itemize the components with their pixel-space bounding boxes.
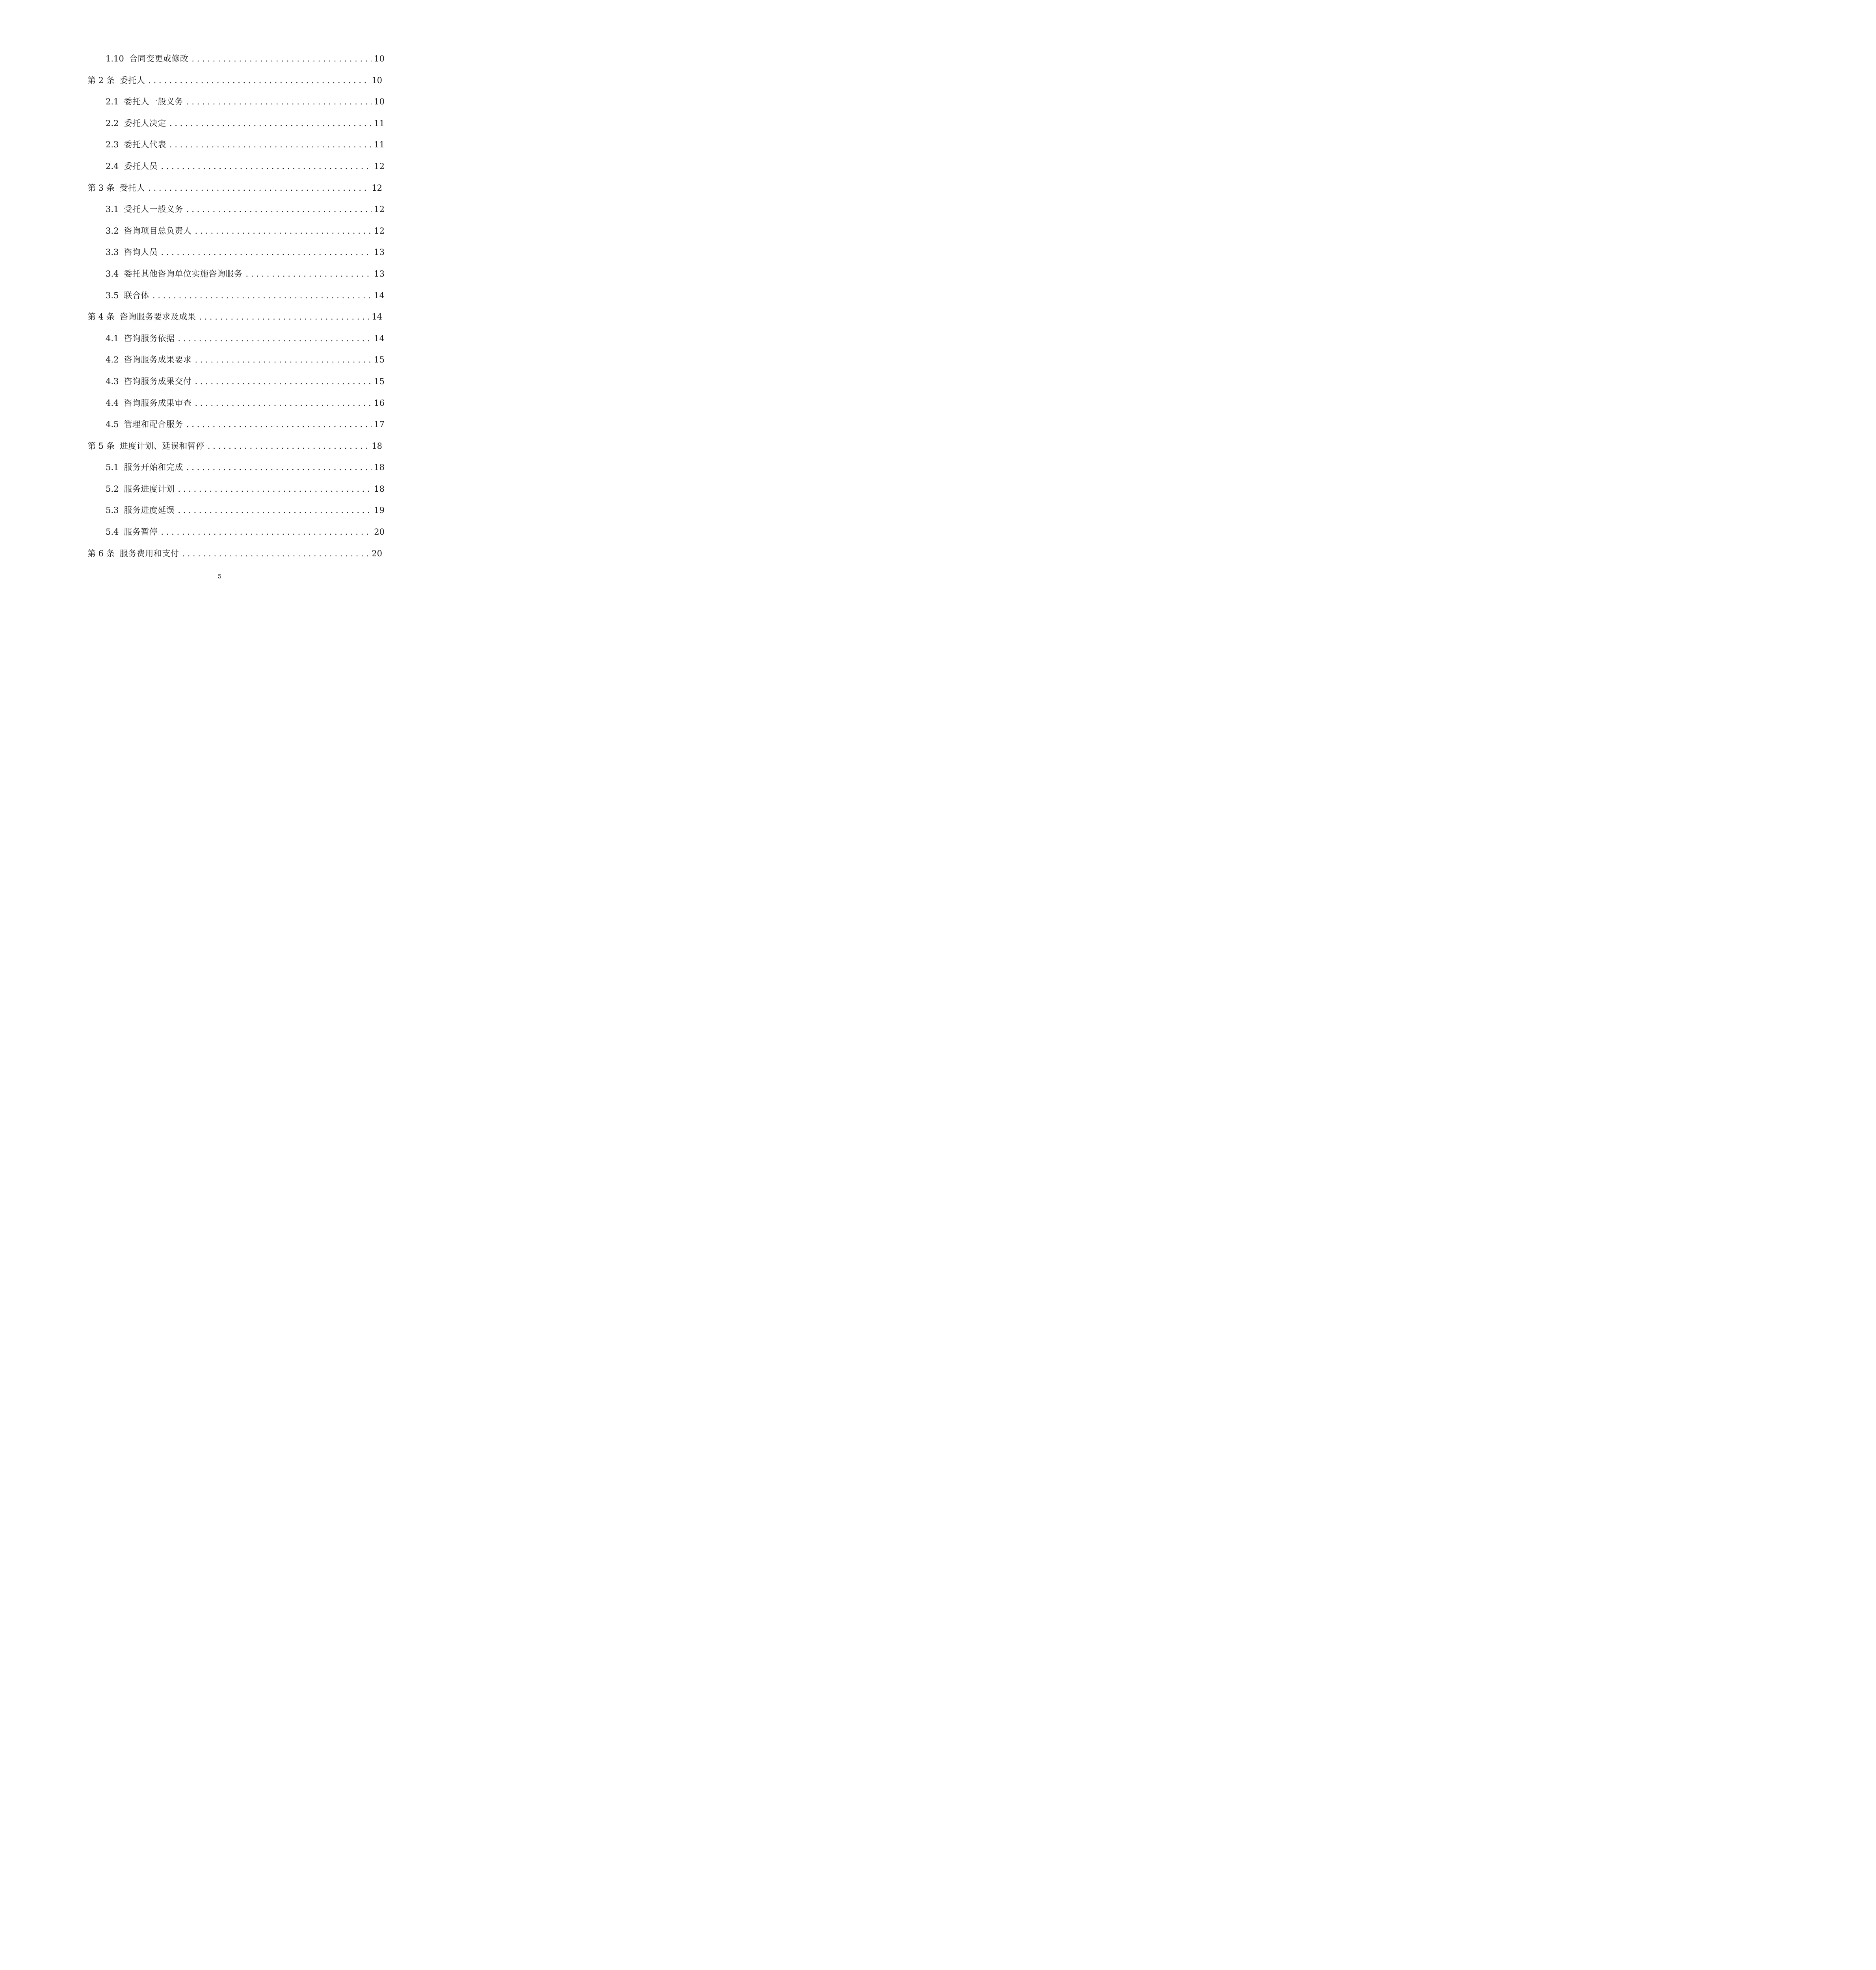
toc-entry-number: 第 4 条 [87,312,115,322]
toc-entry-number: 4.4 [106,398,119,408]
toc-entry-page: 12 [372,183,382,193]
toc-dot-leader [195,351,372,368]
toc-entry-number: 4.1 [106,333,119,343]
toc-entry-number: 3.1 [106,204,119,214]
toc-entry-title: 委托人员 [124,161,158,171]
toc-section-entry[interactable] [87,524,385,545]
toc-entry-title: 受托人 [119,183,145,193]
toc-dot-leader [245,266,372,282]
toc-entry-title: 进度计划、延误和暂停 [119,441,205,451]
toc-dot-leader [186,416,372,433]
toc-entry-title: 管理和配合服务 [124,420,183,429]
toc-section-entry[interactable] [87,373,385,395]
toc-dot-leader [178,502,372,519]
toc-entry-number: 5.3 [106,506,119,515]
toc-section-entry[interactable] [87,330,385,352]
toc-entry-page: 15 [374,376,385,386]
toc-entry-number: 3.5 [106,290,119,300]
toc-entry-title: 咨询服务要求及成果 [119,312,196,322]
toc-dot-leader [186,201,372,217]
toc-entry-title: 委托人代表 [124,140,166,150]
toc-entry-number: 第 5 条 [87,441,115,451]
toc-entry-number: 2.4 [106,161,119,171]
toc-section-entry[interactable] [87,481,385,502]
toc-entry-page: 12 [374,204,385,214]
toc-entry-title: 咨询项目总负责人 [124,226,192,236]
toc-dot-leader [169,136,372,153]
toc-entry-title: 咨询服务成果要求 [124,355,192,365]
toc-dot-leader [186,459,372,476]
toc-entry-page: 10 [374,54,385,63]
toc-section-entry[interactable] [87,201,385,223]
toc-entry-number: 5.2 [106,484,119,494]
toc-entry-number: 第 2 条 [87,75,115,85]
toc-dot-leader [178,330,372,347]
toc-entry-number: 4.2 [106,355,119,365]
toc-section-entry[interactable] [87,50,385,72]
toc-entry-number: 1.10 [106,54,124,63]
toc-entry-page: 16 [374,398,385,408]
toc-chapter-entry[interactable] [87,72,385,94]
toc-chapter-entry[interactable] [87,438,385,459]
toc-entry-page: 14 [372,312,382,322]
toc-entry-page: 13 [374,247,385,257]
toc-entry-number: 4.5 [106,420,119,429]
toc-section-entry[interactable] [87,395,385,416]
toc-section-entry[interactable] [87,136,385,158]
page-number: 5 [218,573,222,580]
toc-entry-title: 服务开始和完成 [124,463,183,472]
toc-entry-page: 11 [374,118,385,128]
toc-entry-title: 受托人一般义务 [124,204,183,214]
toc-entry-title: 委托人决定 [124,118,166,128]
toc-dot-leader [182,545,369,562]
toc-section-entry[interactable] [87,115,385,137]
toc-entry-page: 14 [374,333,385,343]
toc-entry-title: 咨询人员 [124,247,158,257]
toc-dot-leader [161,158,372,175]
toc-section-entry[interactable] [87,158,385,180]
toc-chapter-entry[interactable] [87,309,385,330]
toc-entry-title: 咨询服务依据 [124,333,175,343]
table-of-contents [87,50,385,567]
toc-entry-page: 14 [374,290,385,300]
toc-dot-leader [152,287,372,304]
toc-entry-page: 12 [374,161,385,171]
toc-dot-leader [169,115,372,132]
toc-entry-title: 咨询服务成果交付 [124,376,192,386]
toc-dot-leader [178,481,372,497]
toc-entry-page: 10 [372,75,382,85]
toc-dot-leader [148,180,369,196]
toc-entry-number: 3.2 [106,226,119,236]
toc-section-entry[interactable] [87,351,385,373]
toc-dot-leader [148,72,369,89]
toc-entry-page: 18 [372,441,382,451]
toc-entry-title: 服务暂停 [124,527,158,537]
toc-entry-page: 18 [374,484,385,494]
toc-entry-title: 服务进度计划 [124,484,175,494]
toc-entry-page: 19 [374,506,385,515]
toc-entry-number: 2.1 [106,97,119,107]
toc-entry-number: 第 6 条 [87,548,115,558]
toc-entry-title: 合同变更或修改 [129,54,189,63]
toc-entry-page: 15 [374,355,385,365]
toc-entry-page: 13 [374,269,385,279]
toc-entry-number: 3.4 [106,269,119,279]
toc-entry-number: 2.3 [106,140,119,150]
toc-section-entry[interactable] [87,244,385,266]
toc-dot-leader [195,373,372,390]
toc-entry-number: 4.3 [106,376,119,386]
toc-section-entry[interactable] [87,502,385,524]
toc-entry-title: 委托人 [119,75,145,85]
toc-dot-leader [186,93,372,110]
toc-entry-title: 委托其他咨询单位实施咨询服务 [124,269,243,279]
toc-section-entry[interactable] [87,287,385,309]
toc-entry-number: 3.3 [106,247,119,257]
toc-entry-number: 2.2 [106,118,119,128]
toc-chapter-entry[interactable] [87,180,385,201]
toc-dot-leader [195,395,372,411]
toc-dot-leader [195,223,372,239]
toc-dot-leader [199,309,369,325]
toc-dot-leader [161,524,372,540]
toc-entry-page: 11 [374,140,385,150]
toc-entry-title: 联合体 [124,290,149,300]
toc-section-entry[interactable] [87,416,385,438]
toc-entry-number: 5.4 [106,527,119,537]
toc-entry-page: 20 [374,527,385,537]
toc-entry-title: 咨询服务成果审查 [124,398,192,408]
toc-section-entry[interactable] [87,266,385,287]
toc-dot-leader [192,50,372,67]
toc-section-entry[interactable] [87,459,385,481]
toc-entry-title: 服务进度延误 [124,506,175,515]
toc-dot-leader [208,438,370,454]
toc-entry-number: 第 3 条 [87,183,115,193]
toc-section-entry[interactable] [87,93,385,115]
toc-entry-number: 5.1 [106,463,119,472]
toc-entry-title: 服务费用和支付 [119,548,179,558]
document-page [0,0,439,622]
toc-entry-title: 委托人一般义务 [124,97,183,107]
toc-section-entry[interactable] [87,223,385,244]
toc-chapter-entry[interactable] [87,545,385,567]
toc-entry-page: 17 [374,420,385,429]
toc-entry-page: 18 [374,463,385,472]
toc-entry-page: 12 [374,226,385,236]
toc-entry-page: 20 [372,548,382,558]
toc-dot-leader [161,244,372,260]
toc-entry-page: 10 [374,97,385,107]
